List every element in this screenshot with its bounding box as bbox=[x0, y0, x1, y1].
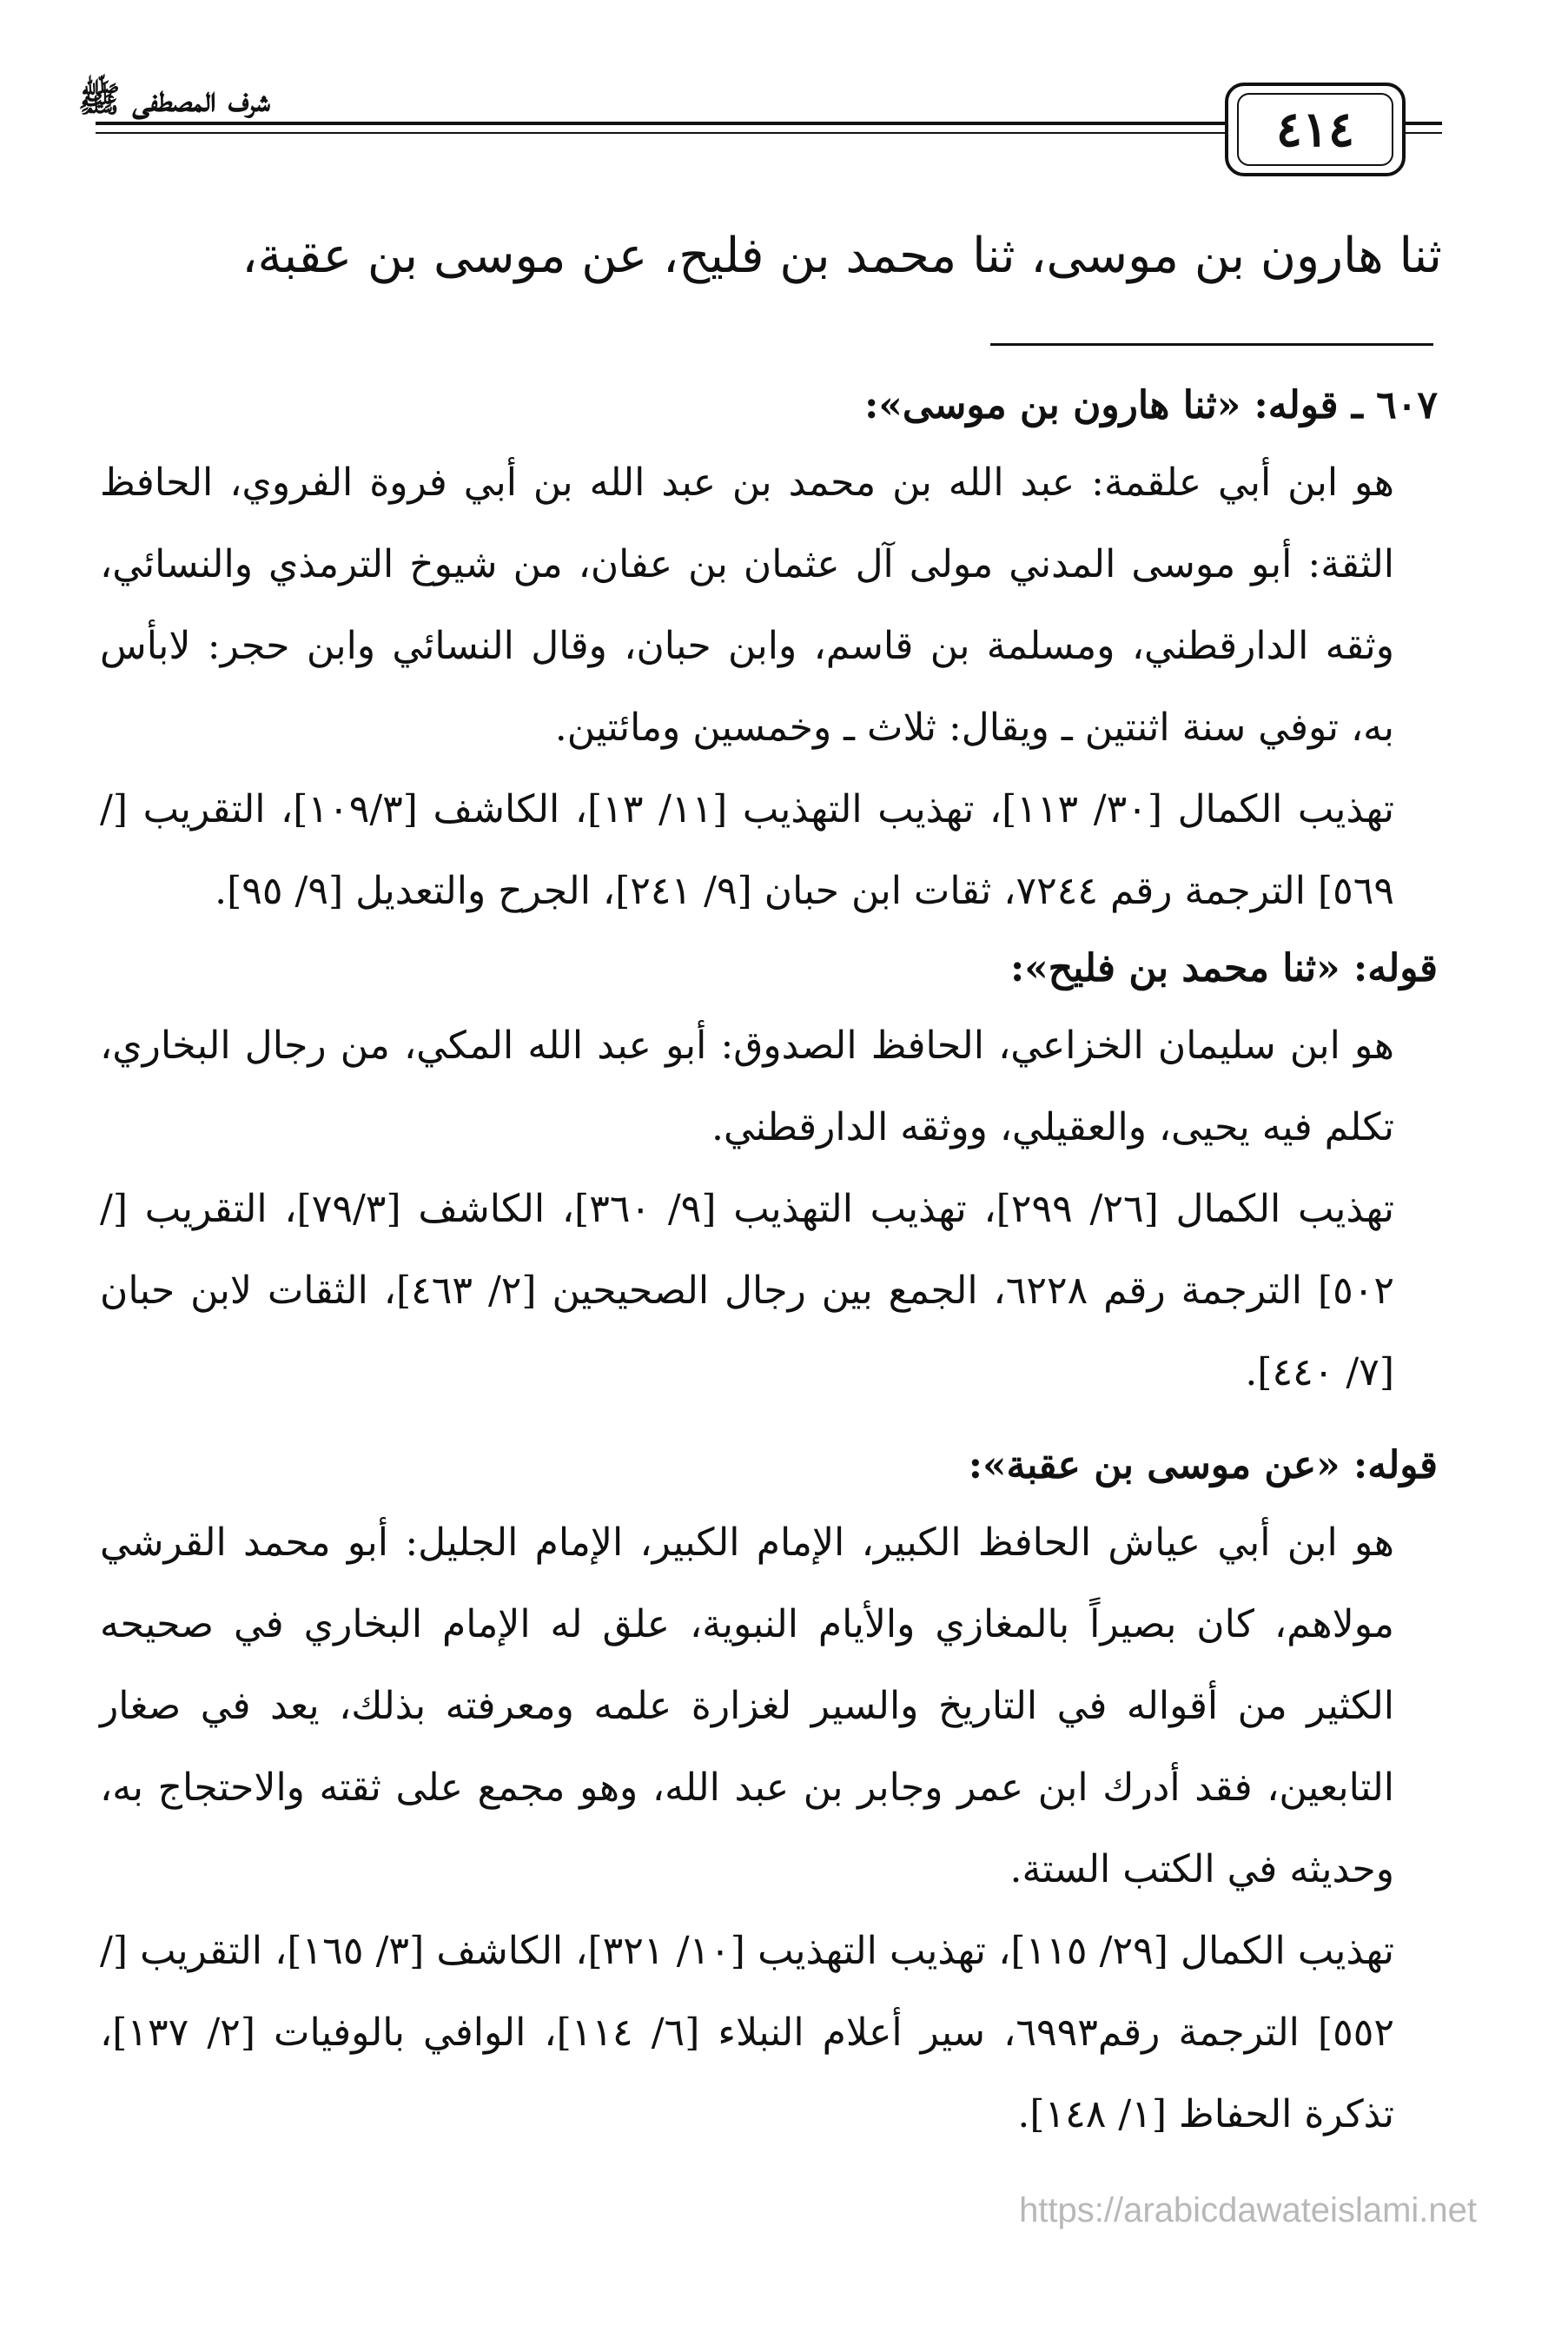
note-heading: ٦٠٧ ـ قوله: «ثنا هارون بن موسى»: bbox=[864, 383, 1438, 427]
note-harun bbox=[100, 369, 1438, 932]
page-number-frame bbox=[1225, 83, 1406, 176]
running-title: شرف المصطفى ﷺ bbox=[78, 79, 270, 120]
note-body: هو ابن سليمان الخزاعي، الحافظ الصدوق: أبو عبد الله المكي، من رجال البخاري، تكلم فيه يحيى، والعقيلي، ووثقه الدارقطني. bbox=[100, 1023, 1394, 1149]
section-gap bbox=[100, 1414, 1438, 1429]
note-body: هو ابن أبي علقمة: عبد الله بن محمد بن عبد الله بن أبي فروة الفروي، الحافظ الثقة: أبو موسى المدني مولى آل عثمان بن عفان، من شيوخ الترمذي والنسائي، وثقه الدارقطني، ومسلمة بن قاسم، وابن حبان، وقال النسائي وابن حجر: لابأس به، توفي سنة اثنتين ـ ويقال: ثلاث ـ وخمسين ومائتين. bbox=[100, 460, 1394, 750]
note-heading: قوله: «ثنا محمد بن فليح»: bbox=[1010, 946, 1438, 990]
watermark-url: https://arabicdawateislami.net bbox=[1019, 2191, 1477, 2229]
note-references: تهذيب الكمال [٢٩/ ١١٥]، تهذيب التهذيب [١٠/ ٣٢١]، الكاشف [٣/ ١٦٥]، التقريب [/ ٥٥٢] الترجمة رقم٦٩٩٣، سير أعلام النبلاء [٦/ ١١٤]، الوافي بالوفيات [٢/ ١٣٧]، تذكرة الحفاظ [١/ ١٤٨]. bbox=[100, 1929, 1395, 2136]
commentary bbox=[100, 369, 1438, 2156]
note-heading: قوله: «عن موسى بن عقبة»: bbox=[968, 1443, 1438, 1487]
note-references: تهذيب الكمال [٣٠/ ١١٣]، تهذيب التهذيب [١١/ ١٣]، الكاشف [١٠٩/٣]، التقريب [/ ٥٦٩] الترجمة رقم ٧٢٤٤، ثقات ابن حبان [٩/ ٢٤١]، الجرح والتعديل [٩/ ٩٥]. bbox=[100, 787, 1394, 913]
main-text-line: ثنا هارون بن موسى، ثنا محمد بن فليح، عن موسى بن عقبة، bbox=[241, 228, 1442, 284]
footnote-separator bbox=[990, 343, 1433, 346]
note-body: هو ابن أبي عياش الحافظ الكبير، الإمام الكبير، الإمام الجليل: أبو محمد القرشي مولاهم، كان بصيراً بالمغازي والأيام النبوية، علق له الإمام البخاري في صحيحه الكثير من أقواله في التاريخ والسير لغزارة علمه ومعرفته بذلك، يعد في صغار التابعين، فقد أدرك ابن عمر وجابر بن عبد الله، وهو مجمع على ثقته والاحتجاج به، وحديثه في الكتب الستة. bbox=[100, 1520, 1394, 1891]
note-references: تهذيب الكمال [٢٦/ ٢٩٩]، تهذيب التهذيب [٩/ ٣٦٠]، الكاشف [٧٩/٣]، التقريب [/ ٥٠٢] الترجمة رقم ٦٢٢٨، الجمع بين رجال الصحيحين [٢/ ٤٦٣]، الثقات لابن حبان [٧/ ٤٤٠]. bbox=[100, 1187, 1395, 1394]
page-number: ٤١٤ bbox=[1237, 93, 1393, 166]
note-musa-bin-uqba bbox=[100, 1429, 1438, 2156]
note-muhammad-bin-fulayh bbox=[100, 932, 1438, 1414]
